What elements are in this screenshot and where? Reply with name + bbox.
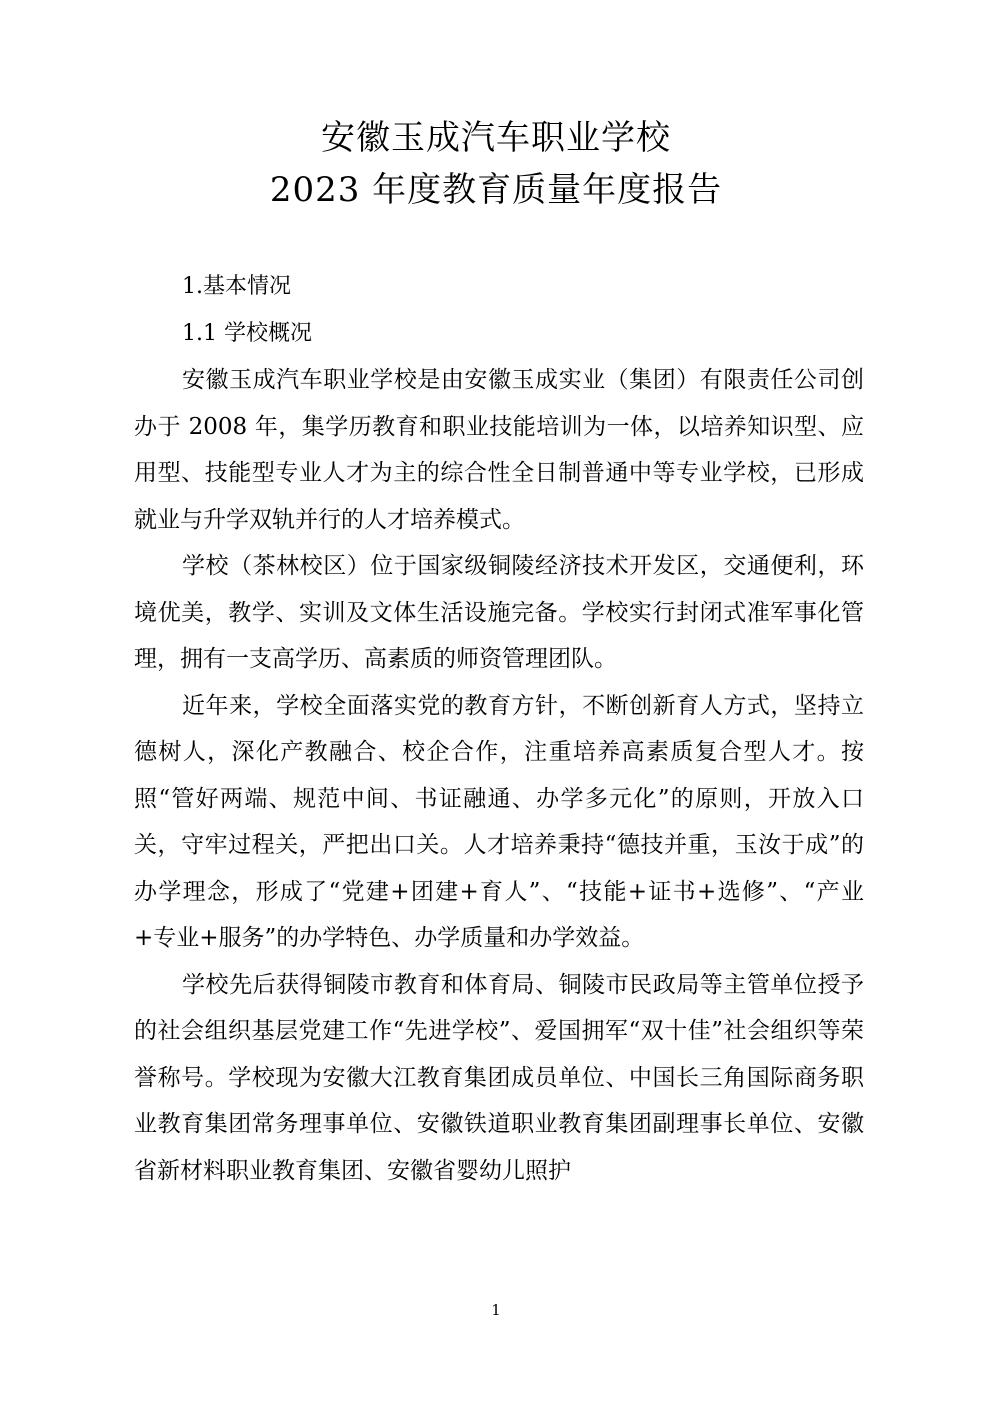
subsection-heading: 1.1 学校概况 [182, 320, 312, 346]
section-heading: 1.基本情况 [182, 274, 291, 299]
paragraph-campus: 学校（茶林校区）位于国家级铜陵经济技术开发区，交通便利，环境优美，教学、实训及文体生活设施完备。学校实行封闭式准军事化管理，拥有一支高学历、高素质的师资管理团队。 [134, 553, 864, 672]
paragraph-school-intro: 安徽玉成汽车职业学校是由安徽玉成实业（集团）有限责任公司创办于 2008 年，集学历教育和职业技能培训为一体，以培养知识型、应用型、技能型专业人才为主的综合性全日制普通中等专业学校，已形成就业与升学双轨并行的人才培养模式。 [134, 367, 864, 533]
document-body [134, 264, 864, 1194]
page-number: 1 [491, 1301, 501, 1319]
title-report-name: 2023 年度教育质量年度报告 [269, 170, 723, 210]
paragraph-education-policy: 近年来，学校全面落实党的教育方针，不断创新育人方式，坚持立德树人，深化产教融合、校企合作，注重培养高素质复合型人才。按照“管好两端、规范中间、书证融通、办学多元化”的原则，开放入口关，守牢过程关，严把出口关。人才培养秉持“德技并重，玉汝于成”的办学理念，形成了“党建+团建+育人”、“技能+证书+选修”、“产业+专业+服务”的办学特色、办学质量和办学效益。 [134, 692, 864, 951]
paragraph-honors: 学校先后获得铜陵市教育和体育局、铜陵市民政局等主管单位授予的社会组织基层党建工作“先进学校”、爱国拥军“双十佳”社会组织等荣誉称号。学校现为安徽大江教育集团成员单位、中国长三角国际商务职业教育集团常务理事单位、安徽铁道职业教育集团副理事长单位、安徽省新材料职业教育集团、安徽省婴幼儿照护 [134, 971, 864, 1184]
document-title [0, 112, 992, 216]
title-school-name: 安徽玉成汽车职业学校 [321, 118, 671, 158]
